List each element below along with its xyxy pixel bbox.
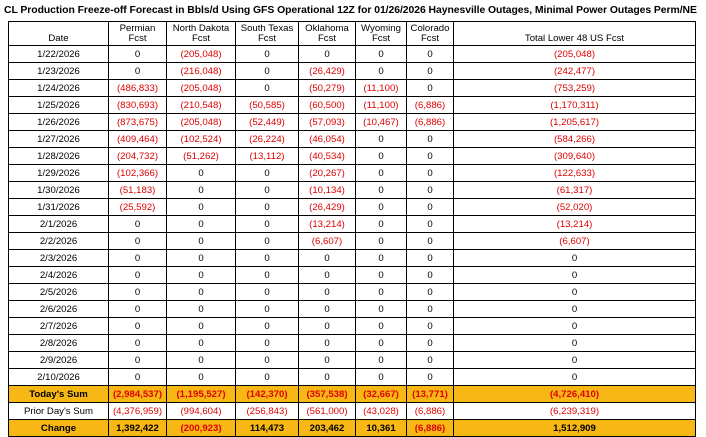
value-cell: (6,607) — [299, 233, 356, 250]
date-cell: 1/29/2026 — [9, 165, 109, 182]
value-cell: 0 — [299, 301, 356, 318]
value-cell: (10,134) — [299, 182, 356, 199]
column-header-bottom: Fcst — [420, 33, 440, 44]
table-row — [9, 233, 696, 250]
value-cell: (1,170,311) — [454, 97, 696, 114]
value-cell: 0 — [236, 199, 299, 216]
value-cell: 0 — [236, 80, 299, 97]
summary-value: (994,604) — [167, 403, 236, 420]
value-cell: 0 — [407, 148, 454, 165]
column-header-bottom: Total Lower 48 US Fcst — [524, 33, 625, 44]
value-cell: (242,477) — [454, 63, 696, 80]
date-cell: 2/5/2026 — [9, 284, 109, 301]
column-header-bottom: Fcst — [317, 33, 337, 44]
value-cell: (40,534) — [299, 148, 356, 165]
value-cell: 0 — [109, 267, 167, 284]
date-cell: 2/7/2026 — [9, 318, 109, 335]
value-cell: 0 — [299, 318, 356, 335]
summary-value: 114,473 — [236, 420, 299, 437]
table-row — [9, 63, 696, 80]
date-cell: 2/2/2026 — [9, 233, 109, 250]
summary-value: (561,000) — [299, 403, 356, 420]
value-cell: 0 — [356, 301, 407, 318]
value-cell: (204,732) — [109, 148, 167, 165]
value-cell: 0 — [407, 131, 454, 148]
table-body — [9, 46, 696, 437]
value-cell: 0 — [299, 352, 356, 369]
value-cell: 0 — [236, 216, 299, 233]
date-cell: 1/25/2026 — [9, 97, 109, 114]
value-cell: 0 — [356, 216, 407, 233]
column-header — [9, 22, 109, 46]
value-cell: 0 — [236, 46, 299, 63]
date-cell: 1/26/2026 — [9, 114, 109, 131]
summary-value: (357,538) — [299, 386, 356, 403]
date-cell: 1/28/2026 — [9, 148, 109, 165]
value-cell: 0 — [167, 284, 236, 301]
value-cell: (753,259) — [454, 80, 696, 97]
summary-label: Today's Sum — [9, 386, 109, 403]
value-cell: 0 — [407, 369, 454, 386]
value-cell: 0 — [454, 250, 696, 267]
date-cell: 2/4/2026 — [9, 267, 109, 284]
value-cell: 0 — [454, 284, 696, 301]
value-cell: (216,048) — [167, 63, 236, 80]
value-cell: 0 — [236, 165, 299, 182]
value-cell: 0 — [167, 165, 236, 182]
table-row — [9, 131, 696, 148]
value-cell: 0 — [407, 80, 454, 97]
value-cell: 0 — [356, 284, 407, 301]
summary-value: (43,028) — [356, 403, 407, 420]
value-cell: 0 — [167, 233, 236, 250]
value-cell: (52,449) — [236, 114, 299, 131]
value-cell: 0 — [356, 369, 407, 386]
value-cell: 0 — [407, 216, 454, 233]
column-header-top: Wyoming — [361, 23, 401, 34]
value-cell: 0 — [356, 165, 407, 182]
table-row — [9, 148, 696, 165]
value-cell: (11,100) — [356, 97, 407, 114]
value-cell: 0 — [299, 369, 356, 386]
value-cell: 0 — [109, 216, 167, 233]
value-cell: (51,262) — [167, 148, 236, 165]
value-cell: (486,833) — [109, 80, 167, 97]
value-cell: 0 — [356, 318, 407, 335]
table-row — [9, 80, 696, 97]
column-header — [407, 22, 454, 46]
date-cell: 2/8/2026 — [9, 335, 109, 352]
summary-label: Change — [9, 420, 109, 437]
table-row — [9, 369, 696, 386]
value-cell: 0 — [407, 318, 454, 335]
value-cell: (20,267) — [299, 165, 356, 182]
value-cell: 0 — [236, 284, 299, 301]
value-cell: 0 — [407, 301, 454, 318]
value-cell: (26,429) — [299, 199, 356, 216]
value-cell: 0 — [236, 267, 299, 284]
summary-value: (2,984,537) — [109, 386, 167, 403]
table-row — [9, 216, 696, 233]
value-cell: 0 — [236, 369, 299, 386]
value-cell: 0 — [167, 182, 236, 199]
value-cell: (13,112) — [236, 148, 299, 165]
summary-value: 1,392,422 — [109, 420, 167, 437]
value-cell: 0 — [299, 284, 356, 301]
forecast-table — [8, 21, 696, 437]
value-cell: (205,048) — [454, 46, 696, 63]
value-cell: 0 — [407, 46, 454, 63]
value-cell: 0 — [109, 318, 167, 335]
value-cell: (46,054) — [299, 131, 356, 148]
value-cell: 0 — [454, 267, 696, 284]
value-cell: 0 — [356, 148, 407, 165]
value-cell: (6,886) — [407, 114, 454, 131]
column-header — [356, 22, 407, 46]
value-cell: 0 — [356, 182, 407, 199]
column-header — [299, 22, 356, 46]
summary-value: (256,843) — [236, 403, 299, 420]
value-cell: 0 — [109, 46, 167, 63]
value-cell: 0 — [109, 284, 167, 301]
value-cell: (25,592) — [109, 199, 167, 216]
summary-value: (142,370) — [236, 386, 299, 403]
value-cell: (584,266) — [454, 131, 696, 148]
summary-value: (4,376,959) — [109, 403, 167, 420]
value-cell: (13,214) — [299, 216, 356, 233]
table-row — [9, 46, 696, 63]
value-cell: 0 — [407, 284, 454, 301]
value-cell: 0 — [109, 352, 167, 369]
value-cell: 0 — [356, 250, 407, 267]
value-cell: 0 — [109, 250, 167, 267]
date-cell: 2/3/2026 — [9, 250, 109, 267]
value-cell: (6,607) — [454, 233, 696, 250]
value-cell: 0 — [407, 199, 454, 216]
date-cell: 1/27/2026 — [9, 131, 109, 148]
value-cell: (205,048) — [167, 114, 236, 131]
summary-value: (200,923) — [167, 420, 236, 437]
summary-value: (1,195,527) — [167, 386, 236, 403]
column-header-bottom: Fcst — [257, 33, 277, 44]
value-cell: 0 — [299, 335, 356, 352]
value-cell: 0 — [167, 352, 236, 369]
value-cell: (61,317) — [454, 182, 696, 199]
summary-value: (4,726,410) — [454, 386, 696, 403]
table-row — [9, 114, 696, 131]
summary-value: (32,667) — [356, 386, 407, 403]
value-cell: 0 — [167, 267, 236, 284]
table-row — [9, 284, 696, 301]
value-cell: (10,467) — [356, 114, 407, 131]
value-cell: 0 — [167, 369, 236, 386]
value-cell: 0 — [356, 131, 407, 148]
value-cell: (50,279) — [299, 80, 356, 97]
value-cell: 0 — [109, 63, 167, 80]
date-cell: 2/6/2026 — [9, 301, 109, 318]
value-cell: 0 — [236, 63, 299, 80]
value-cell: 0 — [236, 335, 299, 352]
column-header — [454, 22, 696, 46]
value-cell: (6,886) — [407, 97, 454, 114]
value-cell: 0 — [454, 352, 696, 369]
value-cell: (122,633) — [454, 165, 696, 182]
value-cell: (57,093) — [299, 114, 356, 131]
value-cell: (102,366) — [109, 165, 167, 182]
date-cell: 2/1/2026 — [9, 216, 109, 233]
column-header-top: South Texas — [240, 23, 294, 34]
value-cell: 0 — [356, 267, 407, 284]
column-header-top: North Dakota — [172, 23, 230, 34]
value-cell: 0 — [236, 318, 299, 335]
value-cell: (210,548) — [167, 97, 236, 114]
value-cell: 0 — [299, 267, 356, 284]
value-cell: 0 — [167, 216, 236, 233]
table-row — [9, 199, 696, 216]
value-cell: 0 — [407, 335, 454, 352]
value-cell: 0 — [407, 165, 454, 182]
summary-value: (6,886) — [407, 403, 454, 420]
value-cell: 0 — [236, 301, 299, 318]
value-cell: (26,429) — [299, 63, 356, 80]
value-cell: 0 — [236, 250, 299, 267]
value-cell: 0 — [109, 301, 167, 318]
value-cell: 0 — [407, 267, 454, 284]
value-cell: 0 — [167, 335, 236, 352]
value-cell: 0 — [236, 233, 299, 250]
value-cell: 0 — [299, 250, 356, 267]
table-row — [9, 250, 696, 267]
value-cell: 0 — [454, 369, 696, 386]
value-cell: (51,183) — [109, 182, 167, 199]
summary-value: 10,361 — [356, 420, 407, 437]
summary-label: Prior Day's Sum — [9, 403, 109, 420]
value-cell: 0 — [454, 335, 696, 352]
value-cell: 0 — [167, 318, 236, 335]
table-row — [9, 335, 696, 352]
column-header-bottom: Fcst — [371, 33, 391, 44]
summary-value: (6,239,319) — [454, 403, 696, 420]
value-cell: (52,020) — [454, 199, 696, 216]
table-row — [9, 165, 696, 182]
value-cell: 0 — [356, 46, 407, 63]
value-cell: 0 — [109, 335, 167, 352]
value-cell: 0 — [407, 250, 454, 267]
value-cell: 0 — [167, 199, 236, 216]
table-row — [9, 97, 696, 114]
date-cell: 1/23/2026 — [9, 63, 109, 80]
value-cell: (102,524) — [167, 131, 236, 148]
value-cell: 0 — [236, 182, 299, 199]
value-cell: 0 — [109, 369, 167, 386]
value-cell: 0 — [407, 182, 454, 199]
value-cell: 0 — [454, 318, 696, 335]
table-row — [9, 301, 696, 318]
value-cell: (873,675) — [109, 114, 167, 131]
date-cell: 2/10/2026 — [9, 369, 109, 386]
value-cell: 0 — [299, 46, 356, 63]
value-cell: (50,585) — [236, 97, 299, 114]
value-cell: 0 — [356, 335, 407, 352]
table-row — [9, 318, 696, 335]
column-header — [109, 22, 167, 46]
value-cell: 0 — [167, 250, 236, 267]
date-cell: 2/9/2026 — [9, 352, 109, 369]
summary-value: 1,512,909 — [454, 420, 696, 437]
value-cell: (830,693) — [109, 97, 167, 114]
value-cell: (13,214) — [454, 216, 696, 233]
value-cell: (1,205,617) — [454, 114, 696, 131]
date-cell: 1/31/2026 — [9, 199, 109, 216]
column-header-top: Oklahoma — [305, 23, 349, 34]
page-title: CL Production Freeze-off Forecast in Bbls/d Using GFS Operational 12Z for 01/26/2026 Haynesville Outages, Minimal Power Outages Perm/NE — [4, 5, 697, 16]
value-cell: 0 — [356, 199, 407, 216]
value-cell: (11,100) — [356, 80, 407, 97]
summary-value: 203,462 — [299, 420, 356, 437]
column-header-bottom: Fcst — [128, 33, 147, 44]
summary-value: (6,886) — [407, 420, 454, 437]
value-cell: (409,464) — [109, 131, 167, 148]
value-cell: 0 — [236, 352, 299, 369]
value-cell: (26,224) — [236, 131, 299, 148]
table-row — [9, 182, 696, 199]
value-cell: 0 — [407, 63, 454, 80]
value-cell: (60,500) — [299, 97, 356, 114]
value-cell: 0 — [454, 301, 696, 318]
value-cell: 0 — [407, 233, 454, 250]
value-cell: 0 — [407, 352, 454, 369]
today-row — [9, 386, 696, 403]
prior-row — [9, 403, 696, 420]
column-header — [167, 22, 236, 46]
value-cell: 0 — [356, 63, 407, 80]
column-header-top: Permian — [119, 23, 156, 34]
column-header-bottom: Fcst — [191, 33, 211, 44]
column-header-top: Colorado — [410, 23, 450, 34]
value-cell: 0 — [356, 233, 407, 250]
summary-value: (13,771) — [407, 386, 454, 403]
value-cell: 0 — [109, 233, 167, 250]
value-cell: 0 — [356, 352, 407, 369]
table-row — [9, 267, 696, 284]
date-cell: 1/24/2026 — [9, 80, 109, 97]
header-row — [9, 22, 696, 46]
date-cell: 1/30/2026 — [9, 182, 109, 199]
table-row — [9, 352, 696, 369]
column-header-bottom: Date — [48, 33, 69, 44]
value-cell: 0 — [167, 301, 236, 318]
value-cell: (309,640) — [454, 148, 696, 165]
date-cell: 1/22/2026 — [9, 46, 109, 63]
column-header — [236, 22, 299, 46]
value-cell: (205,048) — [167, 46, 236, 63]
value-cell: (205,048) — [167, 80, 236, 97]
